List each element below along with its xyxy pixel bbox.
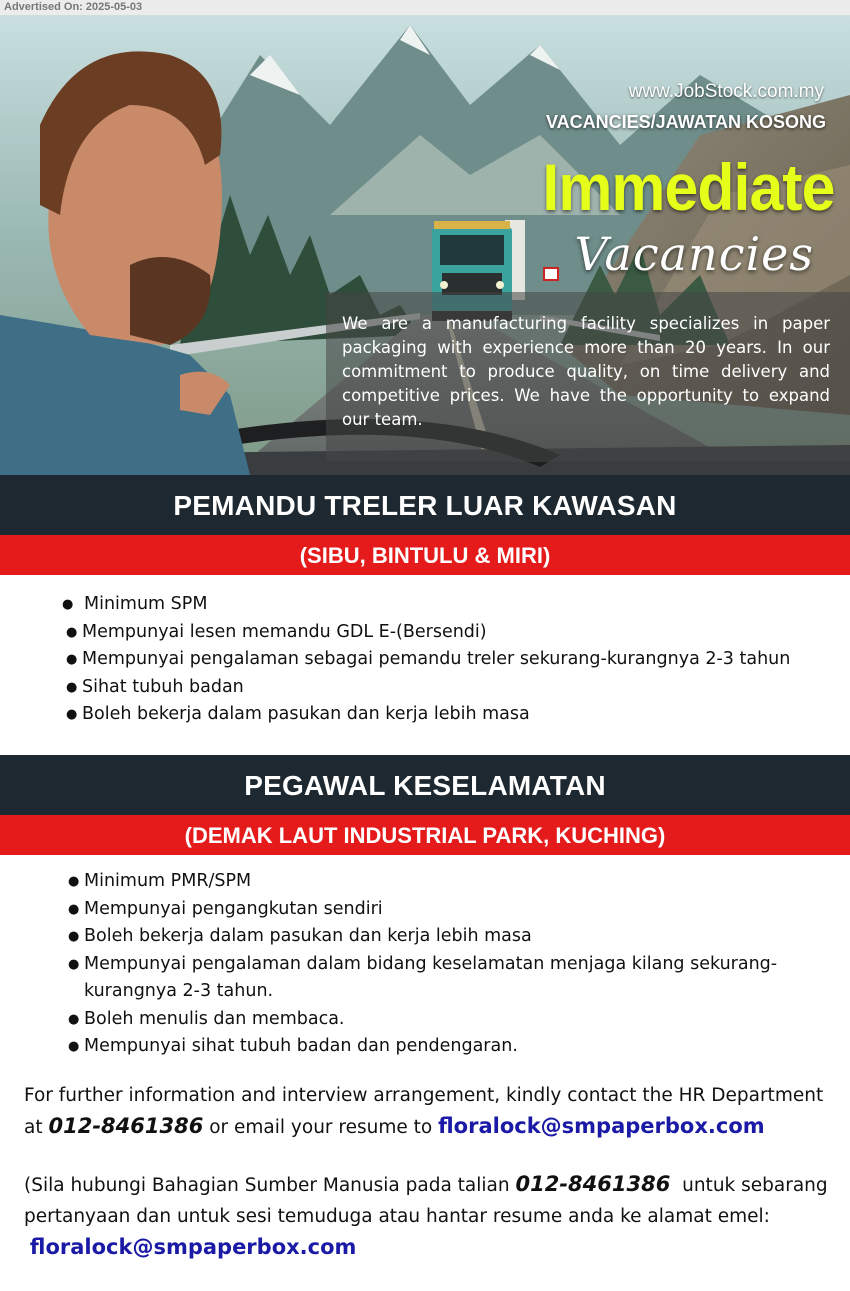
bullet-icon: ● xyxy=(68,901,80,917)
vacancies-header: VACANCIES/JAWATAN KOSONG xyxy=(545,112,826,132)
bullet-icon: ● xyxy=(68,929,80,944)
job-location-security-officer: (DEMAK LAUT INDUSTRIAL PARK, KUCHING) xyxy=(0,815,850,855)
headline-immediate: Immediate xyxy=(541,150,834,224)
list-item: ● Boleh bekerja dalam pasukan dan kerja lebih masa xyxy=(68,923,810,951)
email-link[interactable]: floralock@smpaperbox.com xyxy=(438,1114,765,1138)
requirements-list-security-officer xyxy=(0,868,850,1061)
hero-banner xyxy=(0,15,850,475)
list-item: ● Minimum PMR/SPM xyxy=(68,868,810,896)
site-url: www.JobStock.com.my xyxy=(628,81,824,102)
contact-english: For further information and interview arrangement, kindly contact the HR Department at 012-8461386 or email your resume to floralock@smpaperbox.com xyxy=(24,1085,824,1138)
list-item: ● Mempunyai pengangkutan sendiri xyxy=(68,896,810,924)
email-link[interactable]: floralock@smpaperbox.com xyxy=(29,1235,357,1259)
contact-malay: (Sila hubungi Bahagian Sumber Manusia pada talian 012-8461386 untuk sebarang pertanyaan dan untuk sesi temuduga atau hantar resume anda ke alamat emel: floralock@smpaperbox.com xyxy=(24,1172,828,1259)
list-item: ● Mempunyai lesen memandu GDL E-(Bersendi) xyxy=(66,619,850,647)
headline-vacancies: Vacancies xyxy=(574,227,814,281)
list-item: ● Boleh bekerja dalam pasukan dan kerja lebih masa xyxy=(66,701,850,729)
list-item: ● Mempunyai sihat tubuh badan dan pendengaran. xyxy=(68,1033,810,1061)
bullet-icon: ● xyxy=(62,597,74,612)
bullet-icon: ● xyxy=(68,874,80,889)
bullet-icon: ● xyxy=(66,679,78,695)
phone-number[interactable]: 012-8461386 xyxy=(48,1114,204,1138)
job-title-security-officer: PEGAWAL KESELAMATAN xyxy=(0,755,850,815)
list-item: ● Minimum SPM xyxy=(62,591,850,619)
bullet-icon: ● xyxy=(66,707,78,722)
list-item: ● Sihat tubuh badan xyxy=(66,674,850,702)
bullet-icon: ● xyxy=(66,652,78,667)
bullet-icon: ● xyxy=(68,956,80,972)
advertised-date: Advertised On: 2025-05-03 xyxy=(0,0,850,15)
bullet-icon: ● xyxy=(68,1039,80,1054)
bullet-icon: ● xyxy=(66,624,78,640)
bullet-icon: ● xyxy=(68,1011,80,1027)
job-title-trailer-driver: PEMANDU TRELER LUAR KAWASAN xyxy=(0,475,850,535)
list-item: ● Mempunyai pengalaman sebagai pemandu treler sekurang-kurangnya 2-3 tahun xyxy=(66,646,850,674)
requirements-list-trailer-driver xyxy=(0,591,850,729)
job-location-trailer-driver: (SIBU, BINTULU & MIRI) xyxy=(0,535,850,575)
phone-number[interactable]: 012-8461386 xyxy=(515,1172,671,1196)
list-item: ● Boleh menulis dan membaca. xyxy=(68,1006,810,1034)
company-intro: We are a manufacturing facility specializes in paper packaging with experience more than 20 years. In our commitment to produce quality, on time delivery and competitive prices. We have the opportunity to expand our team. xyxy=(326,292,850,462)
list-item: ● Mempunyai pengalaman dalam bidang keselamatan menjaga kilang sekurang-kurangnya 2-3 tahun. xyxy=(68,951,810,1006)
